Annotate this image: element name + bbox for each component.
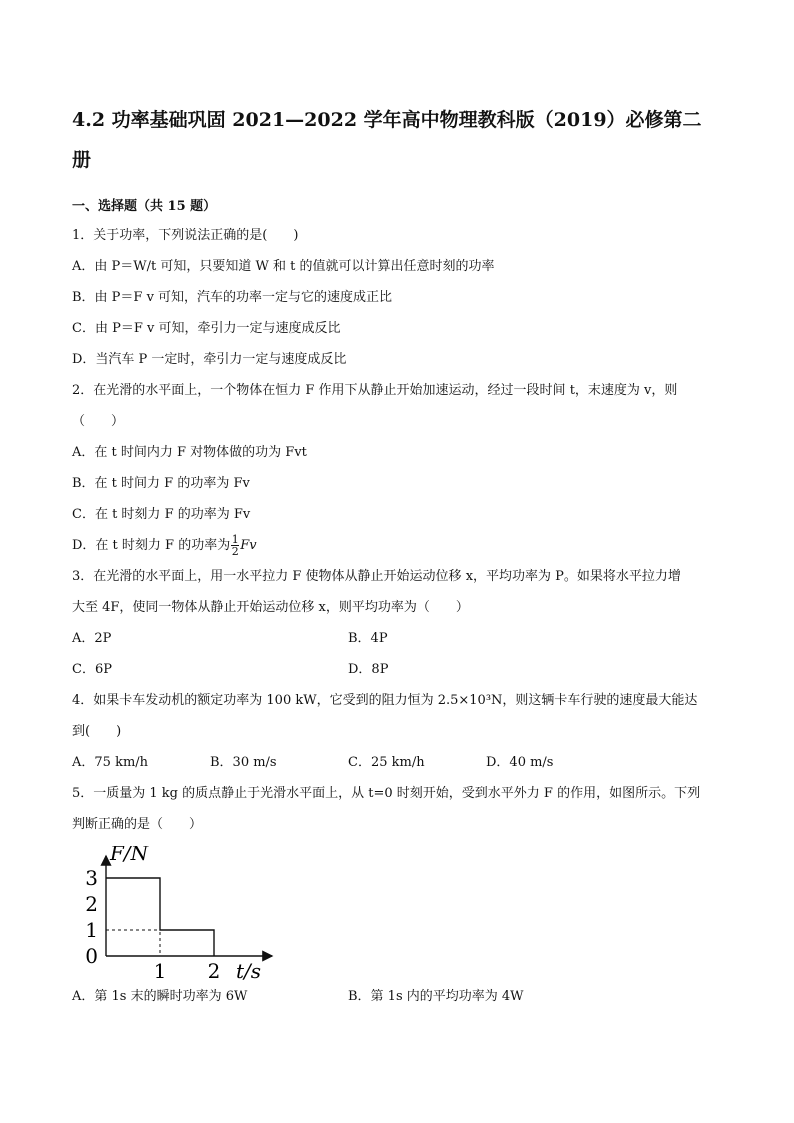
title-line-2: 册 [72,149,92,171]
y-tick-label-1: 1 [85,918,98,942]
q4-options-row [72,747,722,778]
title-line-1: 4.2 功率基础巩固 2021—2022 学年高中物理教科版（2019）必修第二 [72,109,702,131]
y-axis-label: F/N [110,846,149,865]
one-half-fraction [231,534,239,557]
y-tick-label-2: 2 [85,892,98,916]
q2-option-a: A．在 t 时间内力 F 对物体做的功为 Fvt [72,445,307,460]
force-time-graph [76,846,276,981]
q2-stem-line-1: 2．在光滑的水平面上，一个物体在恒力 F 作用下从静止开始加速运动，经过一段时间 t，末速度为 v，则 [72,383,678,398]
q5-option-a: A．第 1s 末的瞬时功率为 6W [72,989,248,1004]
q5-options-row [72,981,722,1012]
q3-options-row-2 [72,654,722,685]
q2-stem-line-2: （ ） [72,414,125,429]
q3-options-row-1 [72,623,722,654]
q3-option-d: D．8P [348,662,389,677]
q5-stem-line-2: 判断正确的是（ ） [72,817,203,832]
q4-stem-line-1: 4．如果卡车发动机的额定功率为 100 kW，它受到的阻力恒为 2.5×10³N，则这辆卡车行驶的速度最大能达 [72,693,698,708]
y-tick-label-0: 0 [85,944,98,968]
document-title [72,100,722,180]
q2-option-c: C．在 t 时刻力 F 的功率为 Fv [72,507,251,522]
q1-option-a: A．由 P＝W/t 可知，只要知道 W 和 t 的值就可以计算出任意时刻的功率 [72,259,495,274]
q5-stem-line-1: 5．一质量为 1 kg 的质点静止于光滑水平面上，从 t=0 时刻开始，受到水平外力 F 的作用，如图所示。下列 [72,786,701,801]
q2-option-d-suffix: Fv [240,538,257,553]
q2-option-d-prefix: D．在 t 时刻力 F 的功率为 [72,538,231,553]
q4-option-c: C．25 km/h [348,755,425,770]
q4-option-a: A．75 km/h [72,755,149,770]
q2-option-d [72,530,722,561]
force-time-graph-svg [76,846,276,981]
q3-option-b: B．4P [348,631,388,646]
q3-stem-line-1: 3．在光滑的水平面上，用一水平拉力 F 使物体从静止开始运动位移 x，平均功率为 P。如果将水平拉力增 [72,569,681,584]
q3-stem-line-2: 大至 4F，使同一物体从静止开始运动位移 x，则平均功率为（ ） [72,600,469,615]
q3-option-c: C．6P [72,662,112,677]
x-tick-label-2: 2 [207,959,221,981]
document-page [72,100,722,1012]
q4-option-d: D．40 m/s [486,755,554,770]
fraction-denominator: 2 [231,545,239,558]
fraction-numerator: 1 [231,533,239,546]
q2-option-b: B．在 t 时间力 F 的功率为 Fv [72,476,250,491]
x-axis-label: t/s [236,959,262,981]
x-tick-label-1: 1 [153,959,167,981]
y-tick-label-3: 3 [85,866,98,890]
q1-option-b: B．由 P＝F v 可知，汽车的功率一定与它的速度成正比 [72,290,393,305]
q1-option-c: C．由 P＝F v 可知，牵引力一定与速度成反比 [72,321,341,336]
q4-option-b: B．30 m/s [210,755,277,770]
q1-option-d: D．当汽车 P 一定时，牵引力一定与速度成反比 [72,352,347,367]
q4-stem-line-2: 到( ) [72,724,122,739]
section-heading: 一、选择题（共 15 题） [72,199,217,214]
q1-stem: 1．关于功率，下列说法正确的是( ) [72,228,299,243]
q5-option-b: B．第 1s 内的平均功率为 4W [348,989,524,1004]
q3-option-a: A．2P [72,631,112,646]
